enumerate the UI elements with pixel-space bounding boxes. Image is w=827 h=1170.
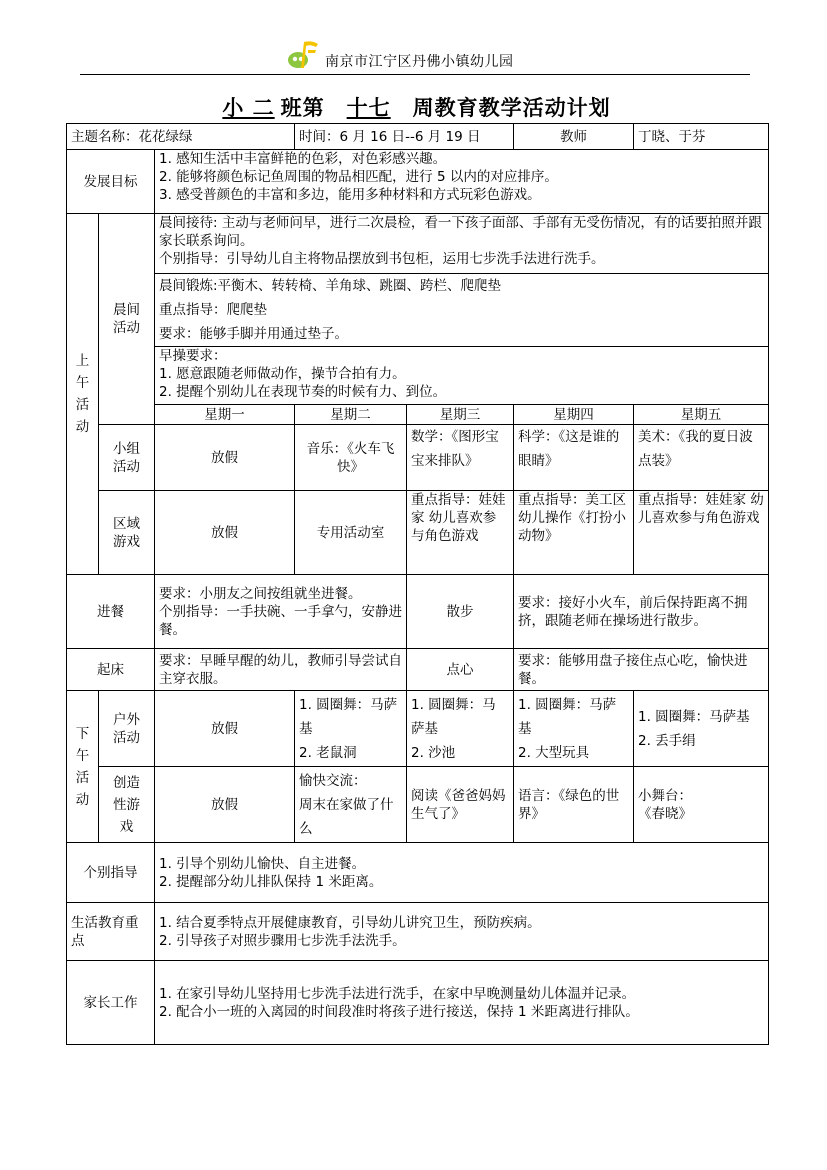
outdoor-tue: 1. 圆圈舞：马萨基 2. 老鼠洞 xyxy=(295,691,407,767)
outdoor-fri: 1. 圆圈舞：马萨基 2. 丢手绢 xyxy=(634,691,769,767)
area-mon: 放假 xyxy=(155,491,295,575)
group-mon: 放假 xyxy=(155,425,295,491)
life-education-list: 1. 结合夏季特点开展健康教育，引导幼儿讲究卫生，预防疾病。 2. 引导孩子对照步骤用七步洗手法洗手。 xyxy=(155,903,769,961)
theme-time: 时间：6 月 16 日--6 月 19 日 xyxy=(295,124,514,150)
life-education-label: 生活教育重 点 xyxy=(67,903,155,961)
page-title xyxy=(0,92,827,122)
group-thu: 科学：《这是谁的眼睛》 xyxy=(514,425,634,491)
snack-label: 点心 xyxy=(407,649,514,691)
outdoor-mon: 放假 xyxy=(155,691,295,767)
individual-label: 个别指导 xyxy=(67,843,155,903)
weekday-tue: 星期二 xyxy=(295,405,407,425)
morning-exercise: 晨间锻炼:平衡木、转转椅、羊角球、跳圈、跨栏、爬爬垫 重点指导：爬爬垫 要求：能够手脚并用通过垫子。 xyxy=(155,274,769,347)
walk-label: 散步 xyxy=(407,575,514,649)
teacher-names: 丁晓、于芬 xyxy=(634,124,769,150)
creative-mon: 放假 xyxy=(155,767,295,843)
area-tue: 专用活动室 xyxy=(295,491,407,575)
parents-work-list: 1. 在家引导幼儿坚持用七步洗手法进行洗手，在家中早晚测量幼儿体温并记录。 2. 配合小一班的入离园的时间段准时将孩子进行接送，保持 1 米距离进行排队。 xyxy=(155,961,769,1045)
meal-label: 进餐 xyxy=(67,575,155,649)
afternoon-label: 下午活动 xyxy=(67,691,99,843)
school-logo xyxy=(286,38,320,72)
group-activity-label: 小组活动 xyxy=(99,425,155,491)
group-fri: 美术：《我的夏日波点装》 xyxy=(634,425,769,491)
goals-list xyxy=(155,150,769,214)
morning-label: 上午活动 xyxy=(67,214,99,575)
walk-text: 要求：接好小火车，前后保持距离不拥挤，跟随老师在操场进行散步。 xyxy=(514,575,769,649)
individual-list: 1. 引导个别幼儿愉快、自主进餐。 2. 提醒部分幼儿排队保持 1 米距离。 xyxy=(155,843,769,903)
area-wed: 重点指导：娃娃家 幼儿喜欢参与角色游戏 xyxy=(407,491,514,575)
parents-work-label: 家长工作 xyxy=(67,961,155,1045)
school-name: 南京市江宁区丹佛小镇幼儿园 xyxy=(325,54,514,70)
group-wed: 数学：《图形宝宝来排队》 xyxy=(407,425,514,491)
meal-text: 要求：小朋友之间按组就坐进餐。 个别指导：一手扶碗、一手拿勺，安静进餐。 xyxy=(155,575,407,649)
creative-wed: 阅读《爸爸妈妈生气了》 xyxy=(407,767,514,843)
theme-name: 主题名称：花花绿绿 xyxy=(67,124,295,150)
weekday-fri: 星期五 xyxy=(634,405,769,425)
goal-item: 3. 感受普颜色的丰富和多边，能用多种材料和方式玩彩色游戏。 xyxy=(159,187,541,203)
morning-activity-label: 晨间活动 xyxy=(99,214,155,425)
outdoor-label: 户外活动 xyxy=(99,691,155,767)
area-game-label: 区域游戏 xyxy=(99,491,155,575)
area-thu: 重点指导：美工区 幼儿操作《打扮小动物》 xyxy=(514,491,634,575)
creative-thu: 语言：《绿色的世界》 xyxy=(514,767,634,843)
weekday-thu: 星期四 xyxy=(514,405,634,425)
weekday-mon: 星期一 xyxy=(155,405,295,425)
goal-item: 1. 感知生活中丰富鲜艳的色彩，对色彩感兴趣。 xyxy=(159,151,447,167)
page-header xyxy=(80,38,750,75)
plan-table xyxy=(66,123,769,1045)
outdoor-thu: 1. 圆圈舞：马萨基 2. 大型玩具 xyxy=(514,691,634,767)
week-number: 十七 xyxy=(346,96,391,120)
morning-drill: 早操要求： 1. 愿意跟随老师做动作，操节合拍有力。 2. 提醒个别幼儿在表现节奏的时候有力、到位。 xyxy=(155,347,769,405)
creative-game-label: 创造性游戏 xyxy=(99,767,155,843)
creative-tue: 愉快交流： 周末在家做了什么 xyxy=(295,767,407,843)
area-fri: 重点指导：娃娃家 幼儿喜欢参与角色游戏 xyxy=(634,491,769,575)
morning-reception: 晨间接待: 主动与老师问早，进行二次晨检，看一下孩子面部、手部有无受伤情况，有的话要拍照并跟家长联系询问。 个别指导：引导幼儿自主将物品摆放到书包柜，运用七步洗手法进行洗手。 xyxy=(155,214,769,274)
wakeup-text: 要求：早睡早醒的幼儿，教师引导尝试自主穿衣服。 xyxy=(155,649,407,691)
outdoor-wed: 1. 圆圈舞：马萨基 2. 沙池 xyxy=(407,691,514,767)
title-suffix: 周教育教学活动计划 xyxy=(412,96,611,120)
creative-fri: 小舞台： 《春晓》 xyxy=(634,767,769,843)
class-name: 小 二 xyxy=(222,96,275,120)
weekday-wed: 星期三 xyxy=(407,405,514,425)
goals-label: 发展目标 xyxy=(67,150,155,214)
class-suffix: 班第 xyxy=(280,96,325,120)
group-tue: 音乐：《火车飞快》 xyxy=(295,425,407,491)
teacher-label: 教师 xyxy=(514,124,634,150)
goal-item: 2. 能够将颜色标记鱼周围的物品相匹配，进行 5 以内的对应排序。 xyxy=(159,169,558,185)
snack-text: 要求：能够用盘子接住点心吃，愉快进餐。 xyxy=(514,649,769,691)
wakeup-label: 起床 xyxy=(67,649,155,691)
